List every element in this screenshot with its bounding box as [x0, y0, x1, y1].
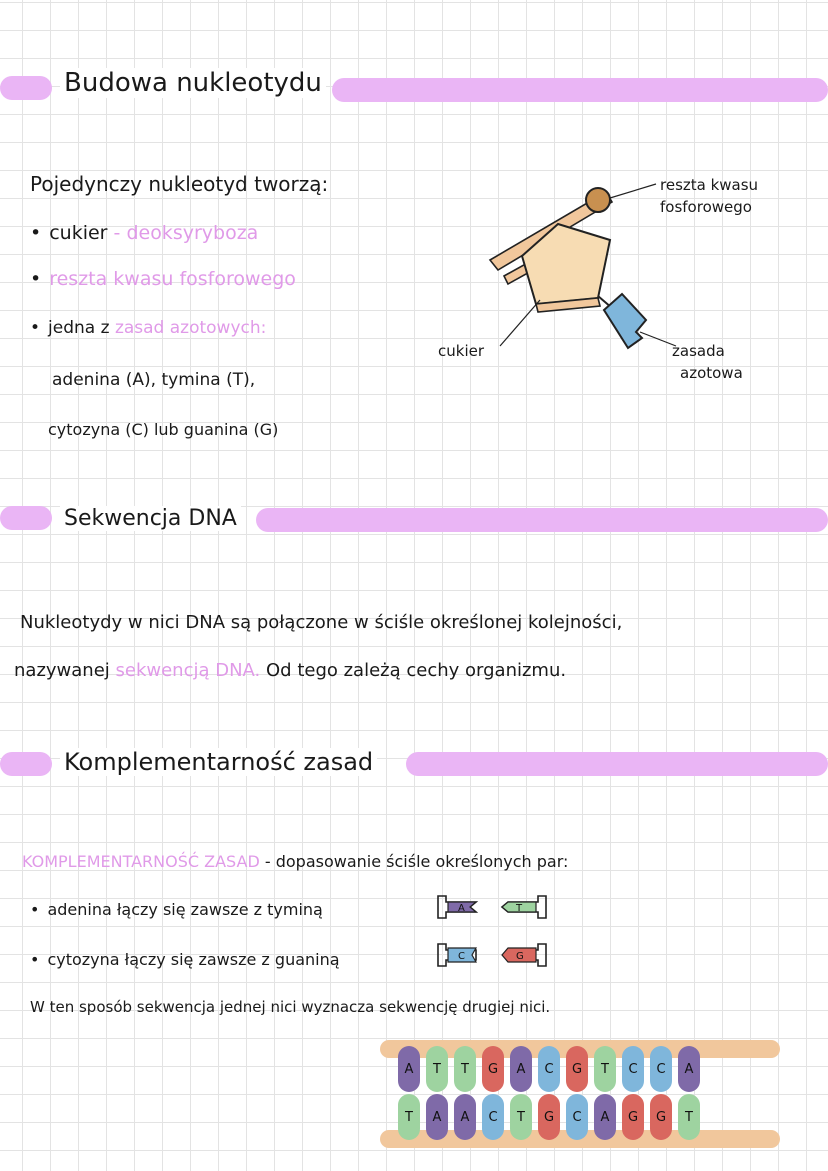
- heading-pill-right: [406, 752, 828, 776]
- heading-pill-left: [0, 752, 52, 776]
- dna-base-G: G: [650, 1094, 672, 1140]
- definition-highlight: KOMPLEMENTARNOŚĆ ZASAD: [22, 852, 260, 871]
- bases-line-2: cytozyna (C) lub guanina (G): [48, 420, 279, 439]
- bullet-dot: •: [30, 222, 42, 244]
- dna-base-T: T: [510, 1094, 532, 1140]
- phosphate-circle: [586, 188, 610, 212]
- dna-base-T: T: [678, 1094, 700, 1140]
- label-phosphate-line2: fosforowego: [660, 198, 752, 216]
- bases-line-1: adenina (A), tymina (T),: [52, 370, 256, 390]
- sequence-line-2-a: nazywanej: [14, 660, 116, 681]
- dna-base-G: G: [482, 1046, 504, 1092]
- base-piece-G: [502, 944, 546, 966]
- label-base: [672, 340, 743, 384]
- pair-letter-A: A: [458, 903, 465, 914]
- bullet-dot: •: [30, 950, 40, 969]
- label-sugar: cukier: [438, 342, 485, 360]
- bullet-sugar-prefix: cukier: [49, 222, 108, 244]
- dna-base-C: C: [622, 1046, 644, 1092]
- label-base-line1: zasada: [672, 342, 725, 360]
- strand-bottom-row: [398, 1094, 700, 1144]
- dna-base-C: C: [482, 1094, 504, 1140]
- bullet-sugar: [30, 222, 258, 244]
- bullet-sugar-sep: -: [107, 222, 127, 244]
- pair-letter-C: C: [458, 951, 465, 962]
- dna-base-A: A: [594, 1094, 616, 1140]
- section-heading-complementarity: Komplementarność zasad: [60, 748, 377, 776]
- bullet-sugar-highlight: deoksyryboza: [126, 222, 259, 244]
- strand-top-row: [398, 1046, 700, 1096]
- bullet-dot: •: [30, 318, 41, 338]
- heading-pill-right: [256, 508, 828, 532]
- bullet-cytosine: [30, 950, 340, 969]
- bullet-phosphate-highlight: reszta kwasu fosforowego: [49, 268, 296, 290]
- base-piece-A: [438, 896, 476, 918]
- dna-base-A: A: [398, 1046, 420, 1092]
- dna-base-T: T: [454, 1046, 476, 1092]
- base-piece-T: [502, 896, 546, 918]
- pair-icon-AT: [436, 892, 548, 922]
- label-phosphate: [660, 174, 758, 218]
- dna-base-C: C: [650, 1046, 672, 1092]
- heading-pill-left: [0, 506, 52, 530]
- sequence-line-2-b: Od tego zależą cechy organizmu.: [260, 660, 567, 681]
- heading-pill-left: [0, 76, 52, 100]
- intro-text: Pojedynczy nukleotyd tworzą:: [30, 172, 329, 196]
- dna-base-A: A: [678, 1046, 700, 1092]
- dna-base-T: T: [594, 1046, 616, 1092]
- sequence-line-1: Nukleotydy w nici DNA są połączone w ściśle określonej kolejności,: [20, 612, 623, 633]
- dna-base-C: C: [566, 1094, 588, 1140]
- dna-base-T: T: [398, 1094, 420, 1140]
- definition-line: [22, 852, 568, 871]
- nucleotide-diagram: [480, 170, 680, 370]
- base-piece-C: [438, 944, 476, 966]
- section-heading-sequence: Sekwencja DNA: [60, 506, 241, 531]
- dna-base-T: T: [426, 1046, 448, 1092]
- base-shape: [604, 294, 646, 348]
- bullet-phosphate: [30, 268, 296, 290]
- pair-letter-G: G: [516, 951, 524, 962]
- sequence-line-2: [14, 660, 566, 681]
- dna-strand-diagram: [380, 1036, 780, 1156]
- bullet-bases-highlight: zasad azotowych:: [114, 318, 267, 338]
- bullet-adenine-text: adenina łączy się zawsze z tyminą: [47, 900, 323, 919]
- bullet-dot: •: [30, 900, 40, 919]
- label-base-line2: azotowa: [680, 364, 743, 382]
- bullet-cytosine-text: cytozyna łączy się zawsze z guaniną: [47, 950, 340, 969]
- heading-pill-right: [332, 78, 828, 102]
- bullet-adenine: [30, 900, 323, 919]
- dna-base-G: G: [622, 1094, 644, 1140]
- sequence-highlight: sekwencją DNA.: [115, 660, 261, 681]
- section-heading-nucleotide: Budowa nukleotydu: [60, 68, 326, 98]
- dna-base-G: G: [538, 1094, 560, 1140]
- bullet-bases: [30, 318, 266, 338]
- pair-letter-T: T: [516, 903, 523, 914]
- summary-line: W ten sposób sekwencja jednej nici wyznacza sekwencję drugiej nici.: [30, 998, 551, 1016]
- definition-text: - dopasowanie ściśle określonych par:: [259, 852, 569, 871]
- pair-icon-CG: [436, 940, 548, 970]
- label-phosphate-line1: reszta kwasu: [660, 176, 759, 194]
- dna-base-A: A: [426, 1094, 448, 1140]
- dna-base-A: A: [510, 1046, 532, 1092]
- bullet-dot: •: [30, 268, 42, 290]
- dna-base-C: C: [538, 1046, 560, 1092]
- bullet-bases-prefix: jedna z: [48, 318, 115, 338]
- dna-base-A: A: [454, 1094, 476, 1140]
- dna-base-G: G: [566, 1046, 588, 1092]
